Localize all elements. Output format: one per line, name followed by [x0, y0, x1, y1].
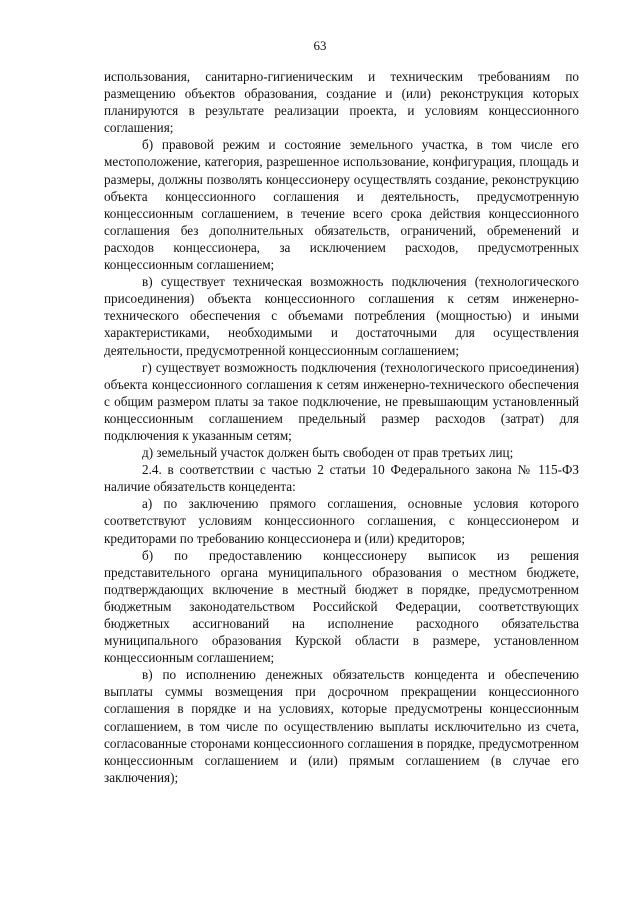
paragraph-item-v-monetary-obligations: в) по исполнению денежных обязательств концедента и обеспечению выплаты суммы возмещения при досрочном прекращении концессионного соглашения в порядке и на условиях, которые предусмотрены концессионным соглашением, в том числе по осуществлению выплаты исключительно из счета, согласованные сторонами концессионного соглашения в порядке, предусмотренном концессионным соглашением и (или) прямым соглашением (в случае его заключения); — [104, 667, 579, 785]
document-body — [104, 68, 579, 786]
paragraph-item-b-land-plot: б) правовой режим и состояние земельного участка, в том числе его местоположение, категория, разрешенное использование, конфигурация, площадь и размеры, должны позволять концессионеру осуществлять создание, реконструкцию объекта концессионного соглашения и деятельность, предусмотренную концессионным соглашением, в течение всего срока действия концессионного соглашения без дополнительных обязательств, ограничений, обременений и расходов концессионера, за исключением расходов, предусмотренных концессионным соглашением; — [104, 137, 579, 273]
paragraph-continuation: использования, санитарно-гигиеническим и техническим требованиям по размещению объектов образования, создание и (или) реконструкция которых планируются в результате реализации проекта, и условиям концессионного соглашения; — [104, 69, 579, 136]
paragraph-item-b-budget-extracts: б) по предоставлению концессионеру выписок из решения представительного органа муниципального образования о местном бюджете, подтверждающих включение в местный бюджет в порядке, предусмотренном бюджетным законодательством Российской Федерации, соответствующих бюджетных ассигнований на исполнение расходного обязательства муниципального образования Курской области в размере, установленном концессионным соглашением; — [104, 547, 579, 666]
paragraph-item-g-connection-cost: г) существует возможность подключения (технологического присоединения) объекта концессионного соглашения к сетям инженерно-технического обеспечения с общим размером платы за такое подключение, не превышающим установленный концессионным соглашением предельный размер расходов (затрат) для подключения к указанным сетям; — [104, 359, 579, 443]
paragraph-item-a-direct-agreement: а) по заключению прямого соглашения, основные условия которого соответствуют условиям концессионного соглашения, с концессионером и кредиторами по требованию концессионера и (или) кредиторов; — [104, 496, 579, 546]
paragraph-item-d-third-party-rights: д) земельный участок должен быть свободен от прав третьих лиц; — [142, 445, 514, 461]
paragraph-item-v-technical-connection: в) существует техническая возможность подключения (технологического присоединения) объекта концессионного соглашения к сетям инженерно-технического обеспечения с объемами потребления (мощностью) и иными характеристиками, необходимыми и достаточными для осуществления деятельности, предусмотренной концессионным соглашением; — [104, 274, 579, 358]
paragraph-section-2-4: 2.4. в соответствии с частью 2 статьи 10 Федерального закона № 115-ФЗ наличие обязательств концедента: — [104, 462, 579, 495]
page-number: 63 — [313, 38, 327, 53]
